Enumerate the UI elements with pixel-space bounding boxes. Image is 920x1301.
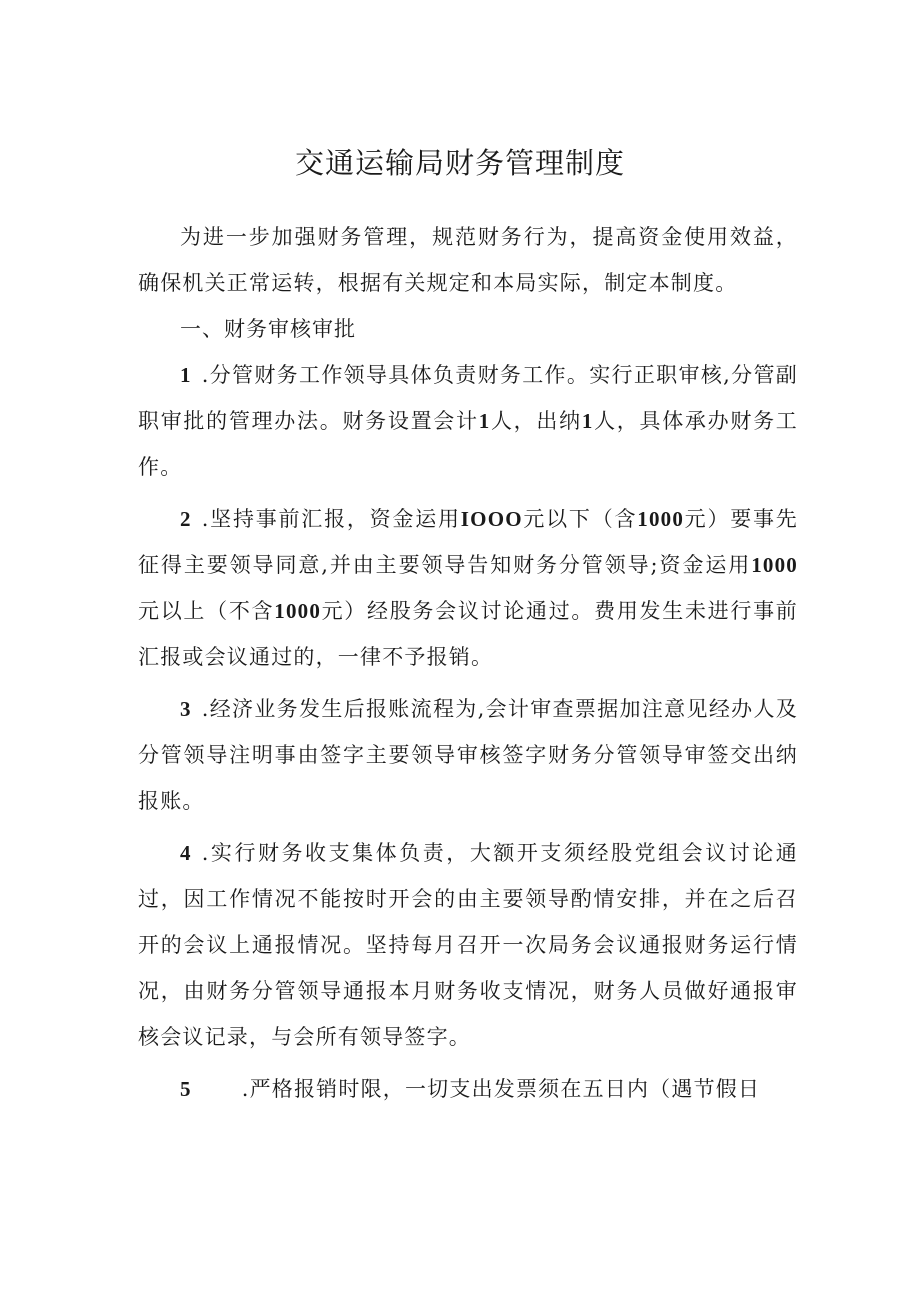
item-5-text: .严格报销时限，一切支出发票须在五日内（遇节假日 (241, 1077, 761, 1101)
item-4-number: 4 (180, 841, 192, 865)
item-1-text-a: .分管财务工作领导具体负责财务工作。实行正职审核,分管副职审批的管理办法。财务设置会计 (138, 363, 798, 433)
item-5-number: 5 (180, 1077, 192, 1101)
item-2-text-b: 元以下（含 (522, 507, 638, 531)
item-1-value-1: 1 (478, 409, 491, 433)
document-body (138, 214, 798, 1112)
section-heading-1: 一、财务审核审批 (180, 317, 356, 341)
item-4-text: .实行财务收支集体负责，大额开支须经股党组会议讨论通过，因工作情况不能按时开会的由主要领导酌情安排，并在之后召开的会议上通报情况。坚持每月召开一次局务会议通报财务运行情况，由财务分管领导通报本月财务收支情况，财务人员做好通报审核会议记录，与会所有领导签字。 (138, 841, 798, 1049)
item-2-number: 2 (180, 507, 192, 531)
item-3-number: 3 (180, 697, 192, 721)
item-2-text-a: .坚持事前汇报，资金运用 (201, 507, 461, 531)
item-3-paragraph (138, 686, 798, 824)
item-2-text-d: 元以上（不含 (138, 599, 275, 623)
item-5-paragraph (138, 1066, 798, 1112)
item-3-text: .经济业务发生后报账流程为,会计审查票据加注意见经办人及分管领导注明事由签字主要领导审核签字财务分管领导审签交出纳报账。 (138, 697, 798, 813)
item-2-value-2: 1000 (637, 507, 685, 531)
item-1-paragraph (138, 352, 798, 490)
item-4-paragraph (138, 830, 798, 1060)
item-2-text-c: 元）要事先征得主要领导同意,并由主要领导告知财务分管领导;资金运用 (138, 507, 799, 577)
item-2-value-4: 1000 (274, 599, 322, 623)
item-2-value-3: 1000 (751, 553, 798, 577)
document-title: 交通运输局财务管理制度 (294, 146, 625, 180)
item-2-text-e: 元）经股务会议讨论通过。费用发生未进行事前汇报或会议通过的，一律不予报销。 (138, 599, 798, 669)
item-1-value-2: 1 (581, 409, 594, 433)
intro-paragraph: 为进一步加强财务管理，规范财务行为，提高资金使用效益，确保机关正常运转，根据有关规定和本局实际，制定本制度。 (138, 225, 798, 295)
item-2-paragraph (138, 496, 798, 680)
item-2-value-1: IOOO (460, 507, 523, 531)
item-1-text-b: 人，出纳 (490, 409, 582, 433)
item-1-number: 1 (180, 363, 192, 387)
item-1-text-c: 人，具体承办财务工作。 (138, 409, 798, 479)
